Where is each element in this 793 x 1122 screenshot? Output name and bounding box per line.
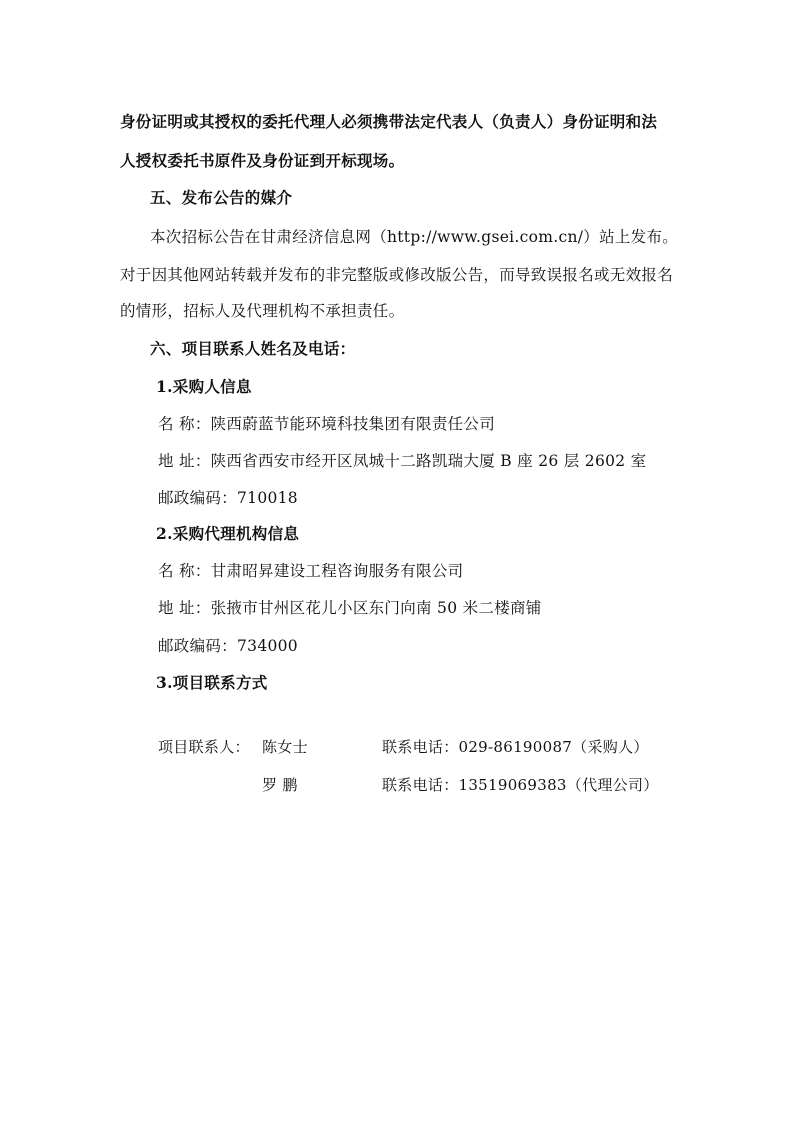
section-heading: 五、发布公告的媒介 [150,188,293,207]
paragraph-line: 本次招标公告在甘肃经济信息网（http://www.gsei.com.cn/）站上发布。 [150,228,679,246]
purchaser-address: 地 址：陕西省西安市经开区凤城十二路凯瑞大厦 B 座 26 层 2602 室 [158,452,647,470]
purchaser-name: 名 称：陕西蔚蓝节能环境科技集团有限责任公司 [158,415,496,433]
agency-name: 名 称：甘肃昭昇建设工程咨询服务有限公司 [158,562,464,580]
agency-postcode: 邮政编码：734000 [158,637,298,655]
contact-phone-2: 联系电话：13519069383（代理公司） [382,776,659,794]
subsection-heading: 1.采购人信息 [156,377,252,396]
purchaser-postcode: 邮政编码：710018 [158,489,298,507]
paragraph-line: 身份证明或其授权的委托代理人必须携带法定代表人（负责人）身份证明和法 [120,112,658,131]
paragraph-line: 的情形，招标人及代理机构不承担责任。 [120,302,405,320]
contact-phone-1: 联系电话：029-86190087（采购人） [382,738,649,756]
paragraph-line: 对于因其他网站转载并发布的非完整版或修改版公告，而导致误报名或无效报名 [120,266,674,284]
contact-label: 项目联系人： [158,738,250,756]
paragraph-line: 人授权委托书原件及身份证到开标现场。 [120,151,405,170]
contact-person-1: 陈女士 [262,738,308,756]
section-heading: 六、项目联系人姓名及电话： [150,339,356,358]
contact-person-2: 罗 鹏 [262,776,298,794]
agency-address: 地 址：张掖市甘州区花儿小区东门向南 50 米二楼商铺 [158,599,542,617]
subsection-heading: 2.采购代理机构信息 [156,524,300,543]
subsection-heading: 3.项目联系方式 [156,673,268,692]
